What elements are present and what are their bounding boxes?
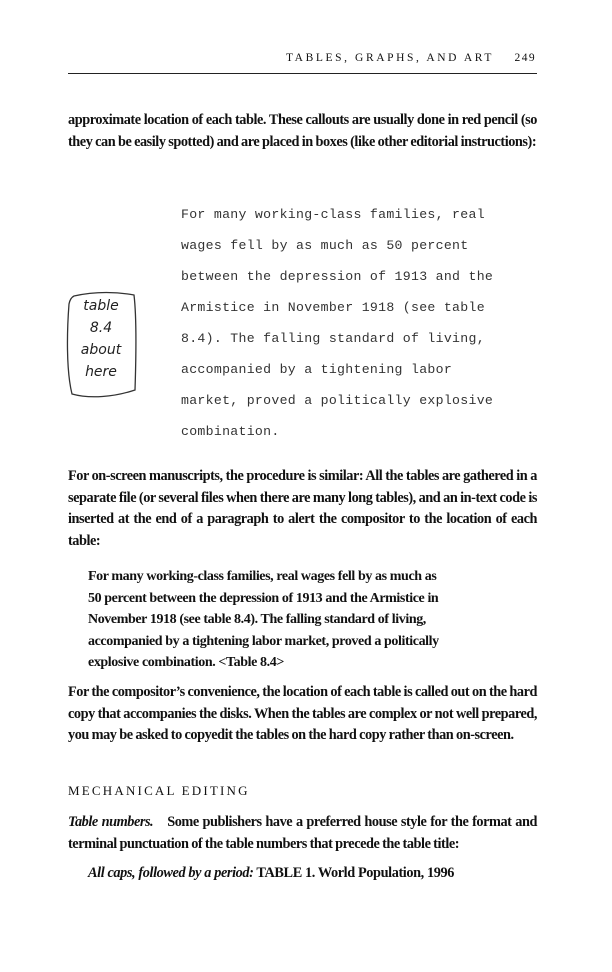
block-quote-line: accompanied by a tightening labor market, proved a politically [88, 633, 439, 649]
example-text: TABLE 1. World Population, 1996 [256, 865, 455, 881]
callout-text-line: here [85, 364, 117, 380]
typescript-line: market, proved a politically explosive [181, 393, 494, 408]
running-head [68, 52, 536, 70]
typescript-line: For many working-class families, real [181, 207, 485, 222]
typescript-sample [181, 199, 541, 447]
paragraph-callouts: approximate location of each table. These callouts are usually done in red pencil (so they can be easily spotted) and are placed in boxes (like other editorial instructions): [68, 112, 537, 150]
example-label: All caps, followed by a period: [88, 865, 254, 881]
typescript-line: wages fell by as much as 50 percent [181, 238, 469, 253]
section-heading: MECHANICAL EDITING [68, 783, 250, 798]
paragraph-text: Some publishers have a preferred house style for the format and terminal punctuation of the table numbers that precede the table title: [68, 814, 537, 852]
paragraph-table-numbers [68, 812, 537, 855]
callout-text-line: 8.4 [89, 320, 113, 336]
block-quote-line: November 1918 (see table 8.4). The falling standard of living, [88, 612, 426, 627]
page-number: 249 [514, 52, 536, 64]
typescript-line: between the depression of 1913 and the [181, 269, 494, 284]
callout-text-line: about [80, 342, 122, 358]
header-rule [68, 73, 537, 74]
block-quote-line: explosive combination. <Table 8.4> [88, 655, 284, 670]
callout-text-line: table [83, 298, 119, 314]
typescript-line: combination. [181, 424, 280, 439]
table-callout-box [60, 290, 140, 402]
typescript-line: accompanied by a tightening labor [181, 362, 453, 377]
run-in-head: Table numbers. [68, 814, 154, 830]
block-quote [88, 566, 518, 674]
running-head-title: TABLES, GRAPHS, AND ART [285, 52, 494, 64]
block-quote-line: For many working-class families, real wages fell by as much as [88, 569, 437, 584]
typescript-line: 8.4). The falling standard of living, [181, 331, 485, 346]
paragraph-compositor: For the compositor’s convenience, the location of each table is called out on the hard copy that accompanies the disks. When the tables are complex or not well prepared, you may be asked to copyedit the tables on the hard copy rather than on-screen. [68, 684, 537, 743]
typescript-line: Armistice in November 1918 (see table [181, 300, 485, 315]
example-line [88, 865, 454, 882]
block-quote-line: 50 percent between the depression of 1913 and the Armistice in [88, 590, 439, 606]
paragraph-on-screen: For on-screen manuscripts, the procedure is similar: All the tables are gathered in a separate file (or several files when there are many long tables), and an in-text code is inserted at the end of a paragraph to alert the compositor to the location of each table: [68, 468, 537, 549]
